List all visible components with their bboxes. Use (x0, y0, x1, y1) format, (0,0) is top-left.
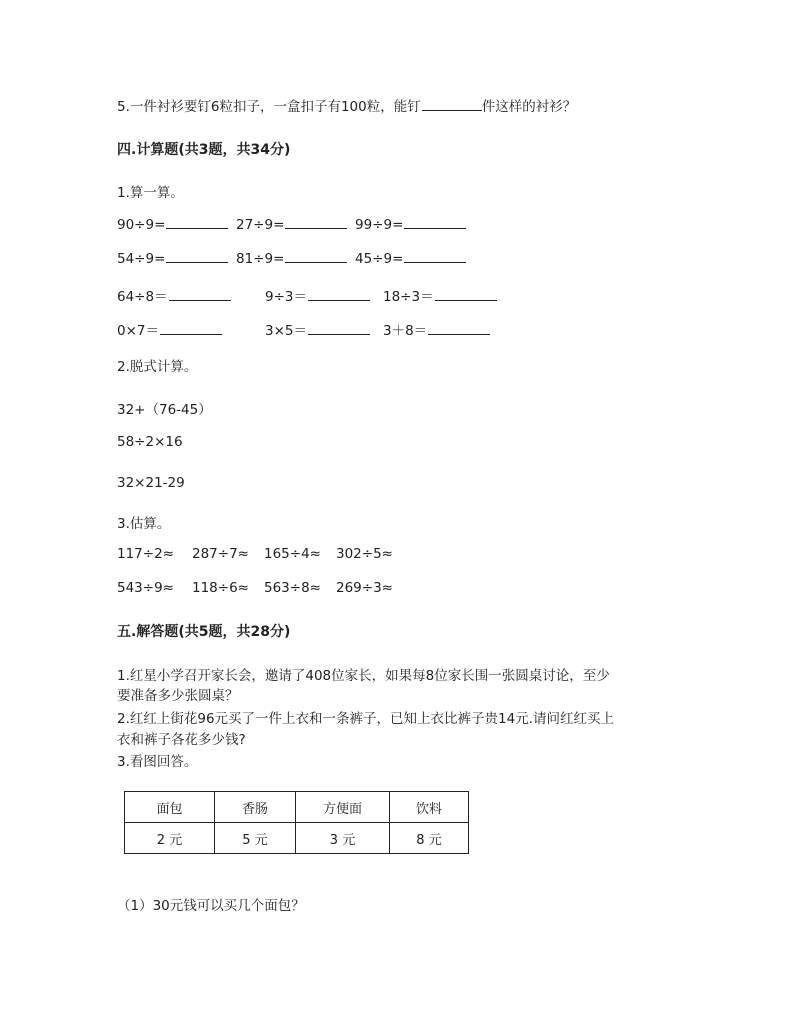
estimate-item: 287÷7≈ (192, 546, 249, 562)
estimate-item: 165÷4≈ (264, 546, 321, 562)
table-header-cell: 香肠 (215, 792, 296, 823)
section-5-title: 五.解答题(共5题，共28分) (117, 624, 291, 640)
estimate-item: 563÷8≈ (264, 580, 321, 596)
problem-2-line-2: 衣和裤子各花多少钱? (117, 732, 246, 748)
answer-blank[interactable] (428, 322, 490, 335)
estimate-item: 118÷6≈ (192, 580, 249, 596)
expression: 3＋8＝ (383, 323, 428, 339)
answer-blank[interactable] (404, 250, 466, 263)
answer-blank[interactable] (404, 216, 466, 229)
question-5 (117, 95, 576, 115)
calc-2-item: 32+（76-45） (117, 402, 212, 418)
answer-blank[interactable] (169, 288, 231, 301)
calc-1-item (383, 319, 490, 339)
estimate-item: 269÷3≈ (336, 580, 393, 596)
calc-1-item (383, 285, 497, 305)
problem-1-line-2: 要准备多少张圆桌？ (117, 688, 239, 704)
calc-1-item (236, 216, 347, 233)
calc-1-item (265, 285, 370, 305)
answer-blank[interactable] (422, 98, 482, 111)
estimate-item: 543÷9≈ (117, 580, 174, 596)
expression: 3×5＝ (265, 323, 307, 339)
calc-2-item: 32×21-29 (117, 475, 185, 491)
answer-blank[interactable] (166, 250, 228, 263)
table-header-cell: 方便面 (296, 792, 390, 823)
price-table (124, 791, 469, 854)
calc-1-title: 1.算一算。 (117, 185, 184, 201)
estimate-item: 117÷2≈ (117, 546, 174, 562)
table-cell: 8 元 (390, 823, 469, 854)
table-header-cell: 面包 (125, 792, 215, 823)
calc-1-item (117, 216, 228, 233)
answer-blank[interactable] (160, 322, 222, 335)
table-cell: 5 元 (215, 823, 296, 854)
answer-blank[interactable] (166, 216, 228, 229)
expression: 18÷3＝ (383, 289, 434, 305)
sub-question-1: （1）30元钱可以买几个面包？ (117, 898, 305, 914)
estimate-item: 302÷5≈ (336, 546, 393, 562)
answer-blank[interactable] (285, 250, 347, 263)
calc-1-item (117, 319, 222, 339)
question-5-text-before: 5.一件衬衫要钉6粒扣子，一盒扣子有100粒，能钉 (117, 99, 421, 115)
section-4-title: 四.计算题(共3题，共34分) (117, 142, 291, 158)
answer-blank[interactable] (308, 288, 370, 301)
expression: 99÷9= (355, 217, 404, 233)
expression: 81÷9= (236, 251, 285, 267)
expression: 45÷9= (355, 251, 404, 267)
expression: 27÷9= (236, 217, 285, 233)
question-5-text-after: 件这样的衬衫？ (481, 99, 577, 115)
table-row (125, 792, 469, 823)
table-cell: 3 元 (296, 823, 390, 854)
expression: 54÷9= (117, 251, 166, 267)
calc-1-item (117, 250, 228, 267)
problem-2-line-1: 2.红红上街花96元买了一件上衣和一条裤子，已知上衣比裤子贵14元.请问红红买上 (117, 711, 615, 727)
calc-3-title: 3.估算。 (117, 516, 171, 532)
expression: 90÷9= (117, 217, 166, 233)
calc-1-item (236, 250, 347, 267)
calc-2-item: 58÷2×16 (117, 434, 183, 450)
expression: 0×7＝ (117, 323, 159, 339)
calc-1-item (117, 285, 231, 305)
table-row (125, 823, 469, 854)
answer-blank[interactable] (435, 288, 497, 301)
calc-1-item (265, 319, 370, 339)
problem-1-line-1: 1.红星小学召开家长会，邀请了408位家长，如果每8位家长围一张圆桌讨论，至少 (117, 668, 610, 684)
answer-blank[interactable] (285, 216, 347, 229)
answer-blank[interactable] (308, 322, 370, 335)
expression: 9÷3＝ (265, 289, 307, 305)
calc-1-item (355, 250, 466, 267)
table-cell: 2 元 (125, 823, 215, 854)
table-header-cell: 饮料 (390, 792, 469, 823)
calc-2-title: 2.脱式计算。 (117, 359, 198, 375)
calc-1-item (355, 216, 466, 233)
expression: 64÷8＝ (117, 289, 168, 305)
problem-3-title: 3.看图回答。 (117, 754, 198, 770)
